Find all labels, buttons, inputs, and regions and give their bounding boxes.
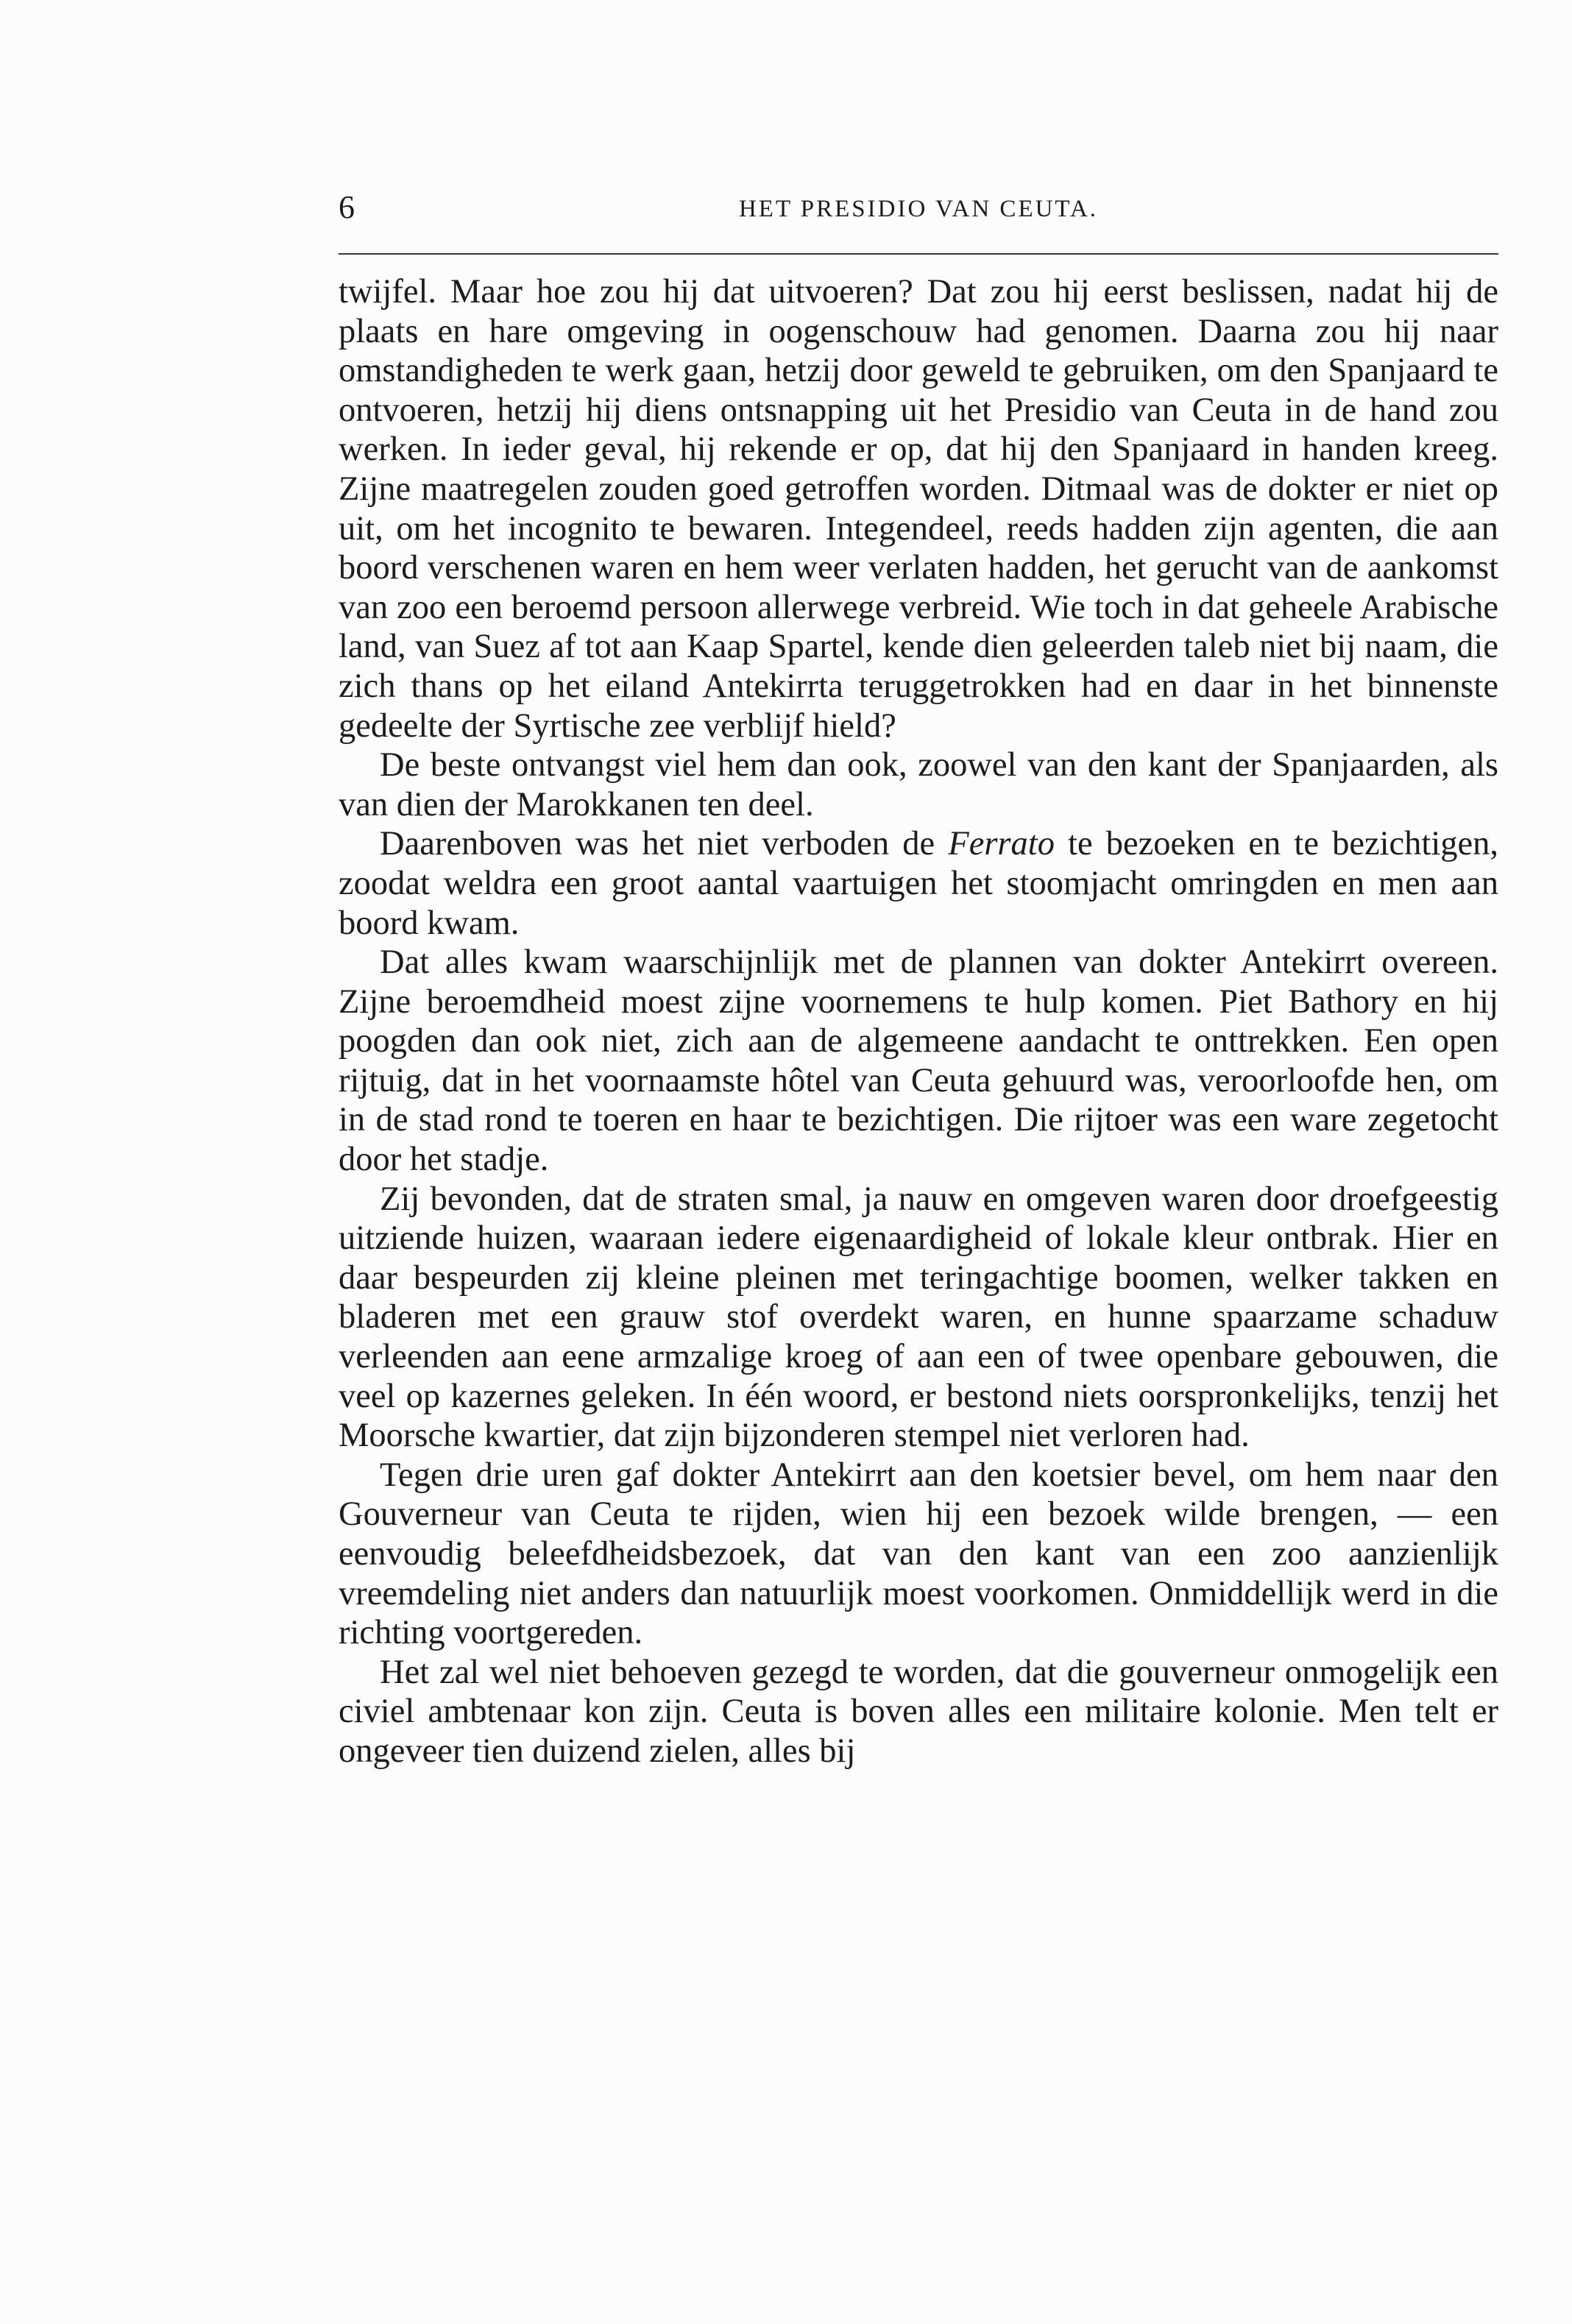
ship-name-italic: Ferrato [948,825,1055,863]
running-title: HET PRESIDIO VAN CEUTA. [738,196,1099,222]
paragraph-3 [339,824,1498,943]
paragraph-3-before: Daarenboven was het niet verboden de [380,825,949,863]
paragraph-4: Dat alles kwam waarschijnlijk met de plannen van dokter Antekirrt overeen. Zijne beroemdheid moest zijne voornemens te hulp komen. Piet Bathory en hij poogden dan ook niet, zich aan de algemeene aandacht te onttrekken. Een open rijtuig, dat in het voornaamste hôtel van Ceuta gehuurd was, veroorloofde hen, om in de stad rond te toeren en haar te bezichtigen. Die rijtoer was een ware zegetocht door het stadje. [339,943,1498,1179]
header-rule [339,253,1498,255]
paragraph-1: twijfel. Maar hoe zou hij dat uitvoeren? Dat zou hij eerst beslissen, nadat hij de plaats en hare omgeving in oogenschouw had genomen. Daarna zou hij naar omstandigheden te werk gaan, hetzij door geweld te gebruiken, om den Spanjaard te ontvoeren, hetzij hij diens ontsnapping uit het Presidio van Ceuta in de hand zou werken. In ieder geval, hij rekende er op, dat hij den Spanjaard in handen kreeg. Zijne maatregelen zouden goed getroffen worden. Ditmaal was de dokter er niet op uit, om het incognito te bewaren. Integendeel, reeds hadden zijn agenten, die aan boord verschenen waren en hem weer verlaten hadden, het gerucht van de aankomst van zoo een beroemd persoon allerwege verbreid. Wie toch in dat geheele Arabische land, van Suez af tot aan Kaap Spartel, kende dien geleerden taleb niet bij naam, die zich thans op het eiland Antekirrta teruggetrokken had en daar in het binnenste gedeelte der Syrtische zee verblijf hield? [339,273,1498,745]
paragraph-6: Tegen drie uren gaf dokter Antekirrt aan den koetsier bevel, om hem naar den Gouverneur van Ceuta te rijden, wien hij een bezoek wilde brengen, — een eenvoudig beleefdheidsbezoek, dat van den kant van een zoo aanzienlijk vreemdeling niet anders dan natuurlijk moest voorkomen. Onmiddellijk werd in die richting voortgereden. [339,1456,1498,1652]
paragraph-7: Het zal wel niet behoeven gezegd te worden, dat die gouverneur onmogelijk een civiel ambtenaar kon zijn. Ceuta is boven alles een militaire kolonie. Men telt er ongeveer tien duizend zielen, alles bij [339,1653,1498,1770]
running-header [339,185,1498,230]
paragraph-2: De beste ontvangst viel hem dan ook, zoowel van den kant der Spanjaarden, als van dien der Marokkanen ten deel. [339,746,1498,823]
page-number: 6 [339,189,355,225]
body-text [339,272,1498,1771]
paragraph-3-after: te bezoeken en te bezichtigen, zoodat weldra een groot aantal vaartuigen het stoomjacht omringden en men aan boord kwam. [339,825,1499,942]
paragraph-5: Zij bevonden, dat de straten smal, ja nauw en omgeven waren door droefgeestig uitziende huizen, waaraan iedere eigenaardigheid of lokale kleur ontbrak. Hier en daar bespeurden zij kleine pleinen met teringachtige boomen, welker takken en bladeren met een grauw stof overdekt waren, en hunne spaarzame schaduw verleenden aan eene armzalige kroeg of aan een of twee openbare gebouwen, die veel op kazernes geleken. In één woord, er bestond niets oorspronkelijks, tenzij het Moorsche kwartier, dat zijn bijzonderen stempel niet verloren had. [339,1180,1498,1455]
